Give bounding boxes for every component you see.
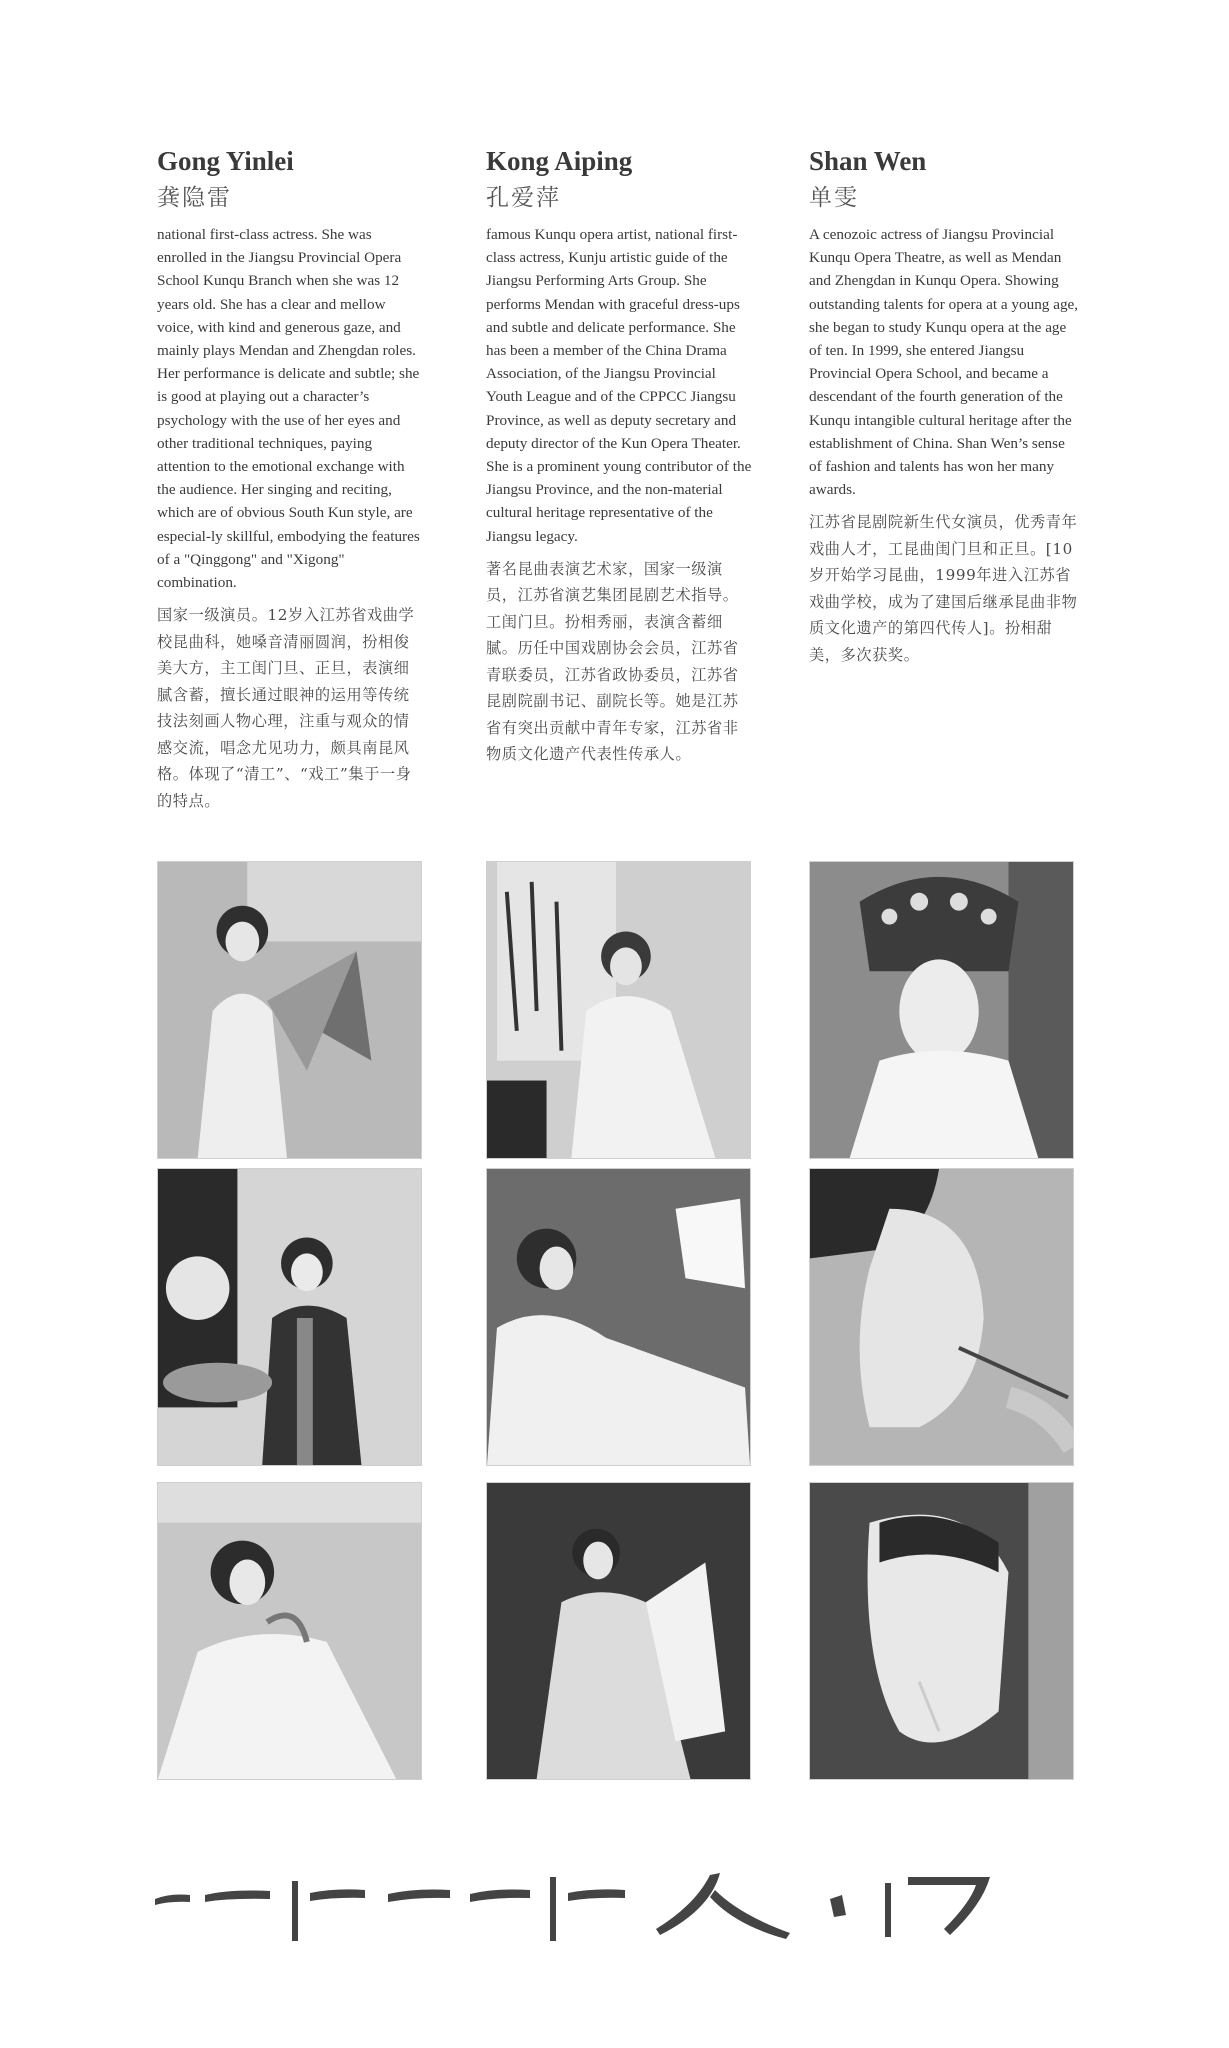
stroke-dash-1 — [155, 1895, 190, 1906]
artist-name-zh: 孔爱萍 — [486, 185, 561, 211]
stroke-dot — [830, 1895, 846, 1917]
calligraphy-strokes-decoration — [150, 1855, 1080, 1945]
stroke-ren-right — [710, 1890, 790, 1939]
photo-shan-wen-mirror — [809, 1482, 1074, 1780]
photo-kong-aiping-sleeves — [486, 1168, 751, 1466]
artist-name-en: Shan Wen — [809, 146, 927, 176]
stroke-vertical-3 — [885, 1883, 891, 1937]
stroke-vertical-1 — [292, 1881, 298, 1941]
artist-bio-zh: 江苏省昆剧院新生代女演员，优秀青年戏曲人才，工昆曲闺门旦和正旦。[10岁开始学习昆曲，1999年进入江苏省戏曲学校，成为了建国后继承昆曲非物质文化遗产的第四代传人]。扮相甜美，多次获奖。 — [809, 513, 1078, 664]
artist-name-en: Gong Yinlei — [157, 146, 294, 176]
artist-name-en: Kong Aiping — [486, 146, 633, 176]
stroke-vertical-2 — [550, 1877, 556, 1941]
photo-gong-yinlei-scarf — [157, 1168, 422, 1466]
artist-column-kong-aiping — [486, 143, 754, 768]
stroke-hook — [908, 1877, 990, 1935]
stroke-dash-2 — [205, 1891, 270, 1903]
photo-gong-yinlei-fan — [157, 861, 422, 1159]
artist-name-zh: 单雯 — [809, 185, 859, 211]
artist-name-zh: 龚隐雷 — [157, 185, 232, 211]
artist-bio-en: A cenozoic actress of Jiangsu Provincial Kunqu Opera Theatre, as well as Mendan and Zhengdan in Kunqu Opera. Showing outstanding talents for opera at a young age, she began to study Kunqu opera at the age of ten. In 1999, she entered Jiangsu Provincial Opera School, and became a descendant of the fourth generation of the Kunqu intangible cultural heritage after the establishment of China. Shan Wen’s sense of fashion and talents has won her many awards. — [809, 226, 1079, 499]
photo-kong-aiping-calligraphy — [486, 861, 751, 1159]
artist-column-shan-wen — [809, 143, 1079, 668]
stroke-dash-5 — [470, 1890, 530, 1903]
photo-shan-wen-headdress — [809, 861, 1074, 1159]
artist-bio-zh: 著名昆曲表演艺术家，国家一级演员，江苏省演艺集团昆剧艺术指导。工闺门旦。扮相秀丽，表演含蓄细腻。历任中国戏剧协会会员，江苏省青联委员，江苏省政协委员，江苏省昆剧院副书记、副院长等。她是江苏省有突出贡献中青年专家，江苏省非物质文化遗产代表性传承人。 — [486, 559, 739, 764]
artist-bio-en: national first-class actress. She was enrolled in the Jiangsu Provincial Opera School Kunqu Branch when she was 12 years old. She has a clear and mellow voice, with kind and generous gaze, and mainly plays Mendan and Zhengdan roles. Her performance is delicate and subtle; she is good at playing out a character’s psychology with the use of her eyes and other traditional techniques, paying attention to the emotional exchange with the audience. Her singing and reciting, which are of obvious South Kun style, are especial-ly skillful, embodying the features of a "Qinggong" and "Xigong" combination. — [157, 226, 420, 592]
photo-gong-yinlei-gesture — [157, 1482, 422, 1780]
artist-bio-zh: 国家一级演员。12岁入江苏省戏曲学校昆曲科，她嗓音清丽圆润，扮相俊美大方，主工闺门旦、正旦，表演细腻含蓄，擅长通过眼神的运用等传统技法刻画人物心理，注重与观众的情感交流，唱念尤见功力，颇具南昆风格。体现了“清工”、“戏工”集于一身的特点。 — [157, 606, 415, 810]
artist-column-gong-yinlei — [157, 143, 425, 814]
stroke-ren-left — [656, 1873, 720, 1935]
stroke-dash-6 — [568, 1889, 625, 1901]
artist-bio-en: famous Kunqu opera artist, national first-class actress, Kunju artistic guide of the Jiangsu Performing Arts Group. She performs Mendan with graceful dress-ups and subtle and delicate performance. She has been a member of the China Drama Association, of the Jiangsu Provincial Youth League and of the CPPCC Jiangsu Province, as well as deputy secretary and deputy director of the Kun Opera Theater. She is a prominent young contributor of the Jiangsu Province, and the non-material cultural heritage representative of the Jiangsu legacy. — [486, 226, 752, 545]
photo-kong-aiping-dancing — [486, 1482, 751, 1780]
photo-shan-wen-makeup — [809, 1168, 1074, 1466]
stroke-dash-4 — [388, 1890, 450, 1903]
stroke-dash-3 — [310, 1889, 365, 1901]
